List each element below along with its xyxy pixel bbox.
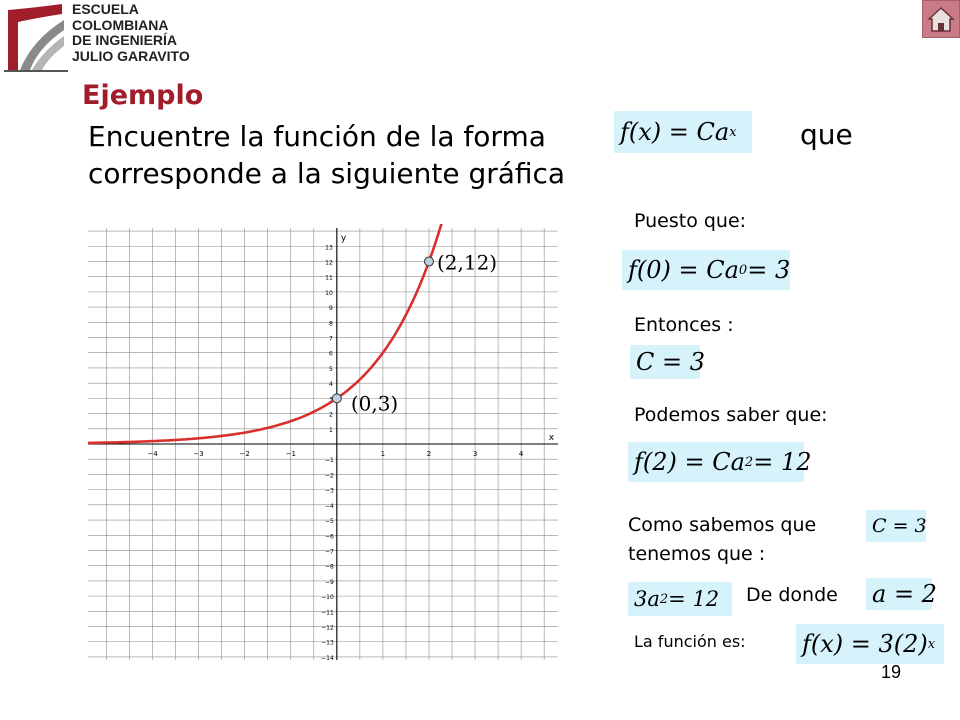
c-value-formula: C = 3 xyxy=(630,345,700,379)
point-label: (0,3) xyxy=(350,391,399,416)
x-tick-label: 2 xyxy=(426,450,432,458)
x-tick-label: −3 xyxy=(193,450,204,458)
page-number: 19 xyxy=(881,662,902,682)
slide-heading: Ejemplo xyxy=(82,80,204,111)
y-tick-label: 12 xyxy=(325,259,333,267)
x-tick-label: −1 xyxy=(285,450,296,458)
f0-formula: f(0) = Ca 0 = 3 xyxy=(622,250,790,290)
y-tick-label: −2 xyxy=(324,472,334,480)
y-tick-label: 3 xyxy=(328,396,333,404)
f2-formula: f(2) = Ca 2 = 12 xyxy=(628,442,804,482)
y-tick-label: −11 xyxy=(321,609,334,617)
prompt-line-2: corresponde a la siguiente gráfica xyxy=(88,157,566,190)
point-marker xyxy=(424,257,433,266)
y-tick-label: −10 xyxy=(321,594,334,602)
y-tick-label: 13 xyxy=(325,244,333,252)
de-donde-label: De donde xyxy=(746,584,838,606)
la-funcion-label: La función es: xyxy=(634,632,746,651)
y-tick-label: 6 xyxy=(328,350,333,358)
y-tick-label: −4 xyxy=(324,502,334,510)
y-tick-label: 9 xyxy=(328,305,333,313)
prompt-que: que xyxy=(800,118,853,151)
y-tick-label: −1 xyxy=(324,457,334,465)
y-tick-label: 8 xyxy=(328,320,333,328)
y-tick-label: 5 xyxy=(328,365,333,373)
general-form-formula: f(x) = Ca x xyxy=(614,111,752,153)
podemos-label: Podemos saber que: xyxy=(634,404,828,426)
home-button[interactable] xyxy=(922,0,960,38)
logo-line-1: ESCUELA xyxy=(72,1,139,17)
y-tick-label: −7 xyxy=(324,548,334,556)
exponential-graph xyxy=(84,224,562,664)
entonces-label: Entonces : xyxy=(634,314,734,336)
home-icon xyxy=(923,1,959,37)
logo-line-3: DE INGENIERÍA xyxy=(72,32,178,48)
como-label-1: Como sabemos que xyxy=(628,514,817,536)
point-label: (2,12) xyxy=(436,250,498,275)
y-axis-label: y xyxy=(340,233,347,244)
x-tick-label: −4 xyxy=(147,450,158,458)
c-recall-formula: C = 3 xyxy=(866,510,926,542)
equation-3a2: 3a 2 = 12 xyxy=(628,582,732,616)
school-logo xyxy=(2,0,200,72)
logo-line-4: JULIO GARAVITO xyxy=(72,47,190,64)
prompt-line-1: Encuentre la función de la forma xyxy=(88,120,546,153)
x-tick-label: 4 xyxy=(518,450,524,458)
x-tick-label: 3 xyxy=(472,450,478,458)
puesto-label: Puesto que: xyxy=(634,210,747,232)
final-function-formula: f(x) = 3(2) x xyxy=(796,624,944,664)
y-tick-label: −14 xyxy=(321,654,334,662)
y-tick-label: 1 xyxy=(328,426,333,434)
y-tick-label: −5 xyxy=(324,518,334,526)
x-tick-label: −2 xyxy=(239,450,250,458)
y-tick-label: 11 xyxy=(325,274,333,282)
y-tick-label: 4 xyxy=(328,381,333,389)
point-marker xyxy=(332,394,341,403)
como-label-2: tenemos que : xyxy=(628,543,766,565)
y-tick-label: −9 xyxy=(324,578,334,586)
y-tick-label: −3 xyxy=(324,487,334,495)
logo-line-2: COLOMBIANA xyxy=(72,16,169,33)
x-axis-label: x xyxy=(548,433,555,443)
y-tick-label: −6 xyxy=(324,533,334,541)
y-tick-label: 7 xyxy=(328,335,333,343)
x-tick-label: 1 xyxy=(380,450,386,458)
logo-emblem-icon xyxy=(2,0,70,72)
y-tick-label: −13 xyxy=(321,639,334,647)
y-tick-label: 10 xyxy=(325,289,333,297)
y-tick-label: −12 xyxy=(321,624,334,632)
prompt-text xyxy=(88,118,565,192)
y-tick-label: 2 xyxy=(328,411,333,419)
a-value-formula: a = 2 xyxy=(866,578,932,610)
y-tick-label: −8 xyxy=(324,563,334,571)
